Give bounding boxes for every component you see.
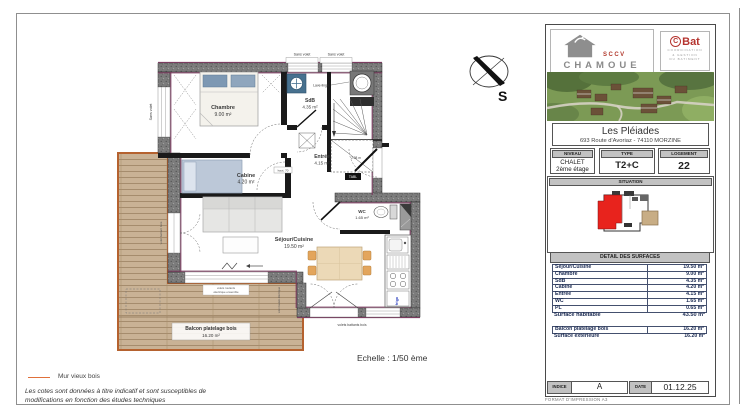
habitable-label: Surface habitable <box>554 311 601 318</box>
chamoue-label: CHAMOUE <box>563 60 641 71</box>
row-label: Surface extérieure <box>554 332 600 339</box>
revision-date <box>629 381 709 394</box>
kitchen-counter <box>385 235 411 307</box>
row-value: 16.20 m² <box>647 327 706 333</box>
cbat-sub2: & GESTION <box>672 52 698 57</box>
row-label: Balcon platelage bois <box>555 326 609 332</box>
row-label: Cabine <box>555 284 573 291</box>
print-format-note: FORMAT D'IMPRESSION A3 <box>545 397 608 402</box>
row-label: Entrée <box>555 291 572 298</box>
cbat-sub1: COORDINATION <box>667 48 703 52</box>
cbat-c-icon: C <box>670 36 681 47</box>
table-row <box>552 272 707 279</box>
cbat-logo <box>660 31 710 71</box>
type-value: T2+C <box>615 160 639 171</box>
sejour-label: Séjour/Cuisine <box>274 237 314 243</box>
niveau-line2: 2ème étage <box>556 166 589 173</box>
exterior-surfaces <box>552 326 707 340</box>
sdb-label: SdB <box>305 98 315 104</box>
niveau-line1: CHALET <box>560 159 585 166</box>
site-photo <box>547 72 714 121</box>
title-block <box>545 24 716 397</box>
disclaimer-line1: Les cotes sont données à titre indicatif et sont susceptibles de <box>25 388 207 395</box>
situation-box <box>547 176 714 253</box>
volet-battant-left-label: volet battant bois <box>159 221 163 245</box>
lave-linge-label: Lave-linge <box>313 83 329 88</box>
scale-note: Echelle : 1/50 ème <box>357 353 428 363</box>
row-value: 4.15 m² <box>647 292 706 298</box>
table-row <box>552 292 707 299</box>
cbat-sub3: DU BATIMENT <box>669 57 701 61</box>
compass-south-label: S <box>498 88 508 104</box>
date-value: 01.12.25 <box>663 382 697 392</box>
logement-header: LOGEMENT <box>660 150 708 158</box>
habitable-value: 43.50 m² <box>682 311 705 318</box>
balcony-label: Balcon platelage bois <box>185 326 237 332</box>
stove <box>387 271 409 289</box>
frigo-label: frigo <box>395 296 399 306</box>
tabl-label: TABL <box>348 175 358 180</box>
project-address: 693 Route d'Avoriaz - 74110 MORZINE <box>579 138 682 144</box>
row-value: 19.50 m² <box>647 265 706 271</box>
volets-battants-label: volets battants bois <box>337 323 367 327</box>
sans-volet-label-1: Sans volet <box>293 52 311 57</box>
row-value: 16.20 m² <box>684 332 705 339</box>
row-label: PL <box>555 304 562 311</box>
cabine-area: 4.20 m² <box>237 179 255 186</box>
sans-volet-label-2: Sans volet <box>327 52 345 57</box>
cbat-bat-label: Bat <box>682 36 700 48</box>
surfaces-table <box>552 264 707 319</box>
field-niveau <box>550 148 595 174</box>
entree-area: 4.15 m² <box>314 160 330 166</box>
toilet-icon <box>374 207 388 218</box>
situation-header: SITUATION <box>549 178 712 186</box>
sans-volet-label-left: Sans volet <box>149 103 153 121</box>
floor-plan <box>100 45 440 360</box>
row-value: 4.20 m² <box>647 285 706 291</box>
habitable-row <box>552 313 707 320</box>
cabine-label: Cabine <box>236 173 256 179</box>
water-heater-icon <box>353 74 371 92</box>
volets-roulants-line1: volets roulants <box>216 286 236 290</box>
type-header: TYPE <box>601 150 653 158</box>
chambre-area: 9.00 m² <box>214 112 232 118</box>
indice-value: A <box>596 382 603 391</box>
logement-value: 22 <box>678 160 690 172</box>
compass <box>458 48 528 110</box>
wc-area: 1.65 m² <box>355 215 369 220</box>
row-value: 0.65 m² <box>647 306 706 312</box>
sejour-area: 19.50 m² <box>284 244 304 250</box>
balcony-area: 16.20 m² <box>202 333 220 338</box>
situation-map <box>596 189 662 247</box>
sdb-area: 4.35 m² <box>302 104 318 110</box>
revision-indice <box>547 381 628 394</box>
table-row <box>552 285 707 292</box>
chambre-label: Chambre <box>211 105 235 111</box>
cbat-wordmark <box>661 36 709 48</box>
exterior-total-row <box>552 334 707 341</box>
indice-label: INDICE <box>548 382 572 393</box>
compass-needle <box>473 56 505 86</box>
coffee-table <box>223 237 258 253</box>
sccv-label: SCCV <box>603 52 626 58</box>
row-label: Chambre <box>555 270 578 277</box>
table-row <box>552 299 707 306</box>
row-value: 9.00 m² <box>647 272 706 278</box>
surfaces-header: DETAIL DES SURFACES <box>550 252 710 263</box>
sheet-fold-line <box>739 8 740 404</box>
entree-label: Entrée <box>314 154 330 160</box>
row-value: 4.35 m² <box>647 279 706 285</box>
table-row <box>552 279 707 286</box>
row-label: Séjour/Cuisine <box>555 264 592 270</box>
legend-label: Mur vieux bois <box>58 373 100 380</box>
volets-roulants-line2: électrique ensemble <box>213 290 239 294</box>
chamoue-house-icon <box>561 33 599 59</box>
volet-roulant-vertical: volet roulant électrique <box>278 286 281 314</box>
project-name: Les Pléiades <box>601 126 660 137</box>
dishwasher <box>387 255 409 269</box>
wc-label: WC <box>358 209 366 214</box>
disclaimer-line2: modifications en fonction des études techniques <box>25 397 166 404</box>
date-label: DATE <box>630 382 652 393</box>
field-logement <box>658 148 710 174</box>
chamoue-logo <box>550 29 654 74</box>
row-label: SdB <box>555 277 566 284</box>
niveau-header: NIVEAU <box>552 150 593 158</box>
row-label: WC <box>555 297 564 304</box>
old-wood-wall-swatch <box>28 377 50 378</box>
stair-height-label: 2.08 m <box>351 156 361 160</box>
row-value: 1.65 m² <box>647 299 706 305</box>
field-type <box>599 148 655 174</box>
project-box <box>552 123 709 146</box>
haut70-label: haut. 70 <box>277 168 289 173</box>
